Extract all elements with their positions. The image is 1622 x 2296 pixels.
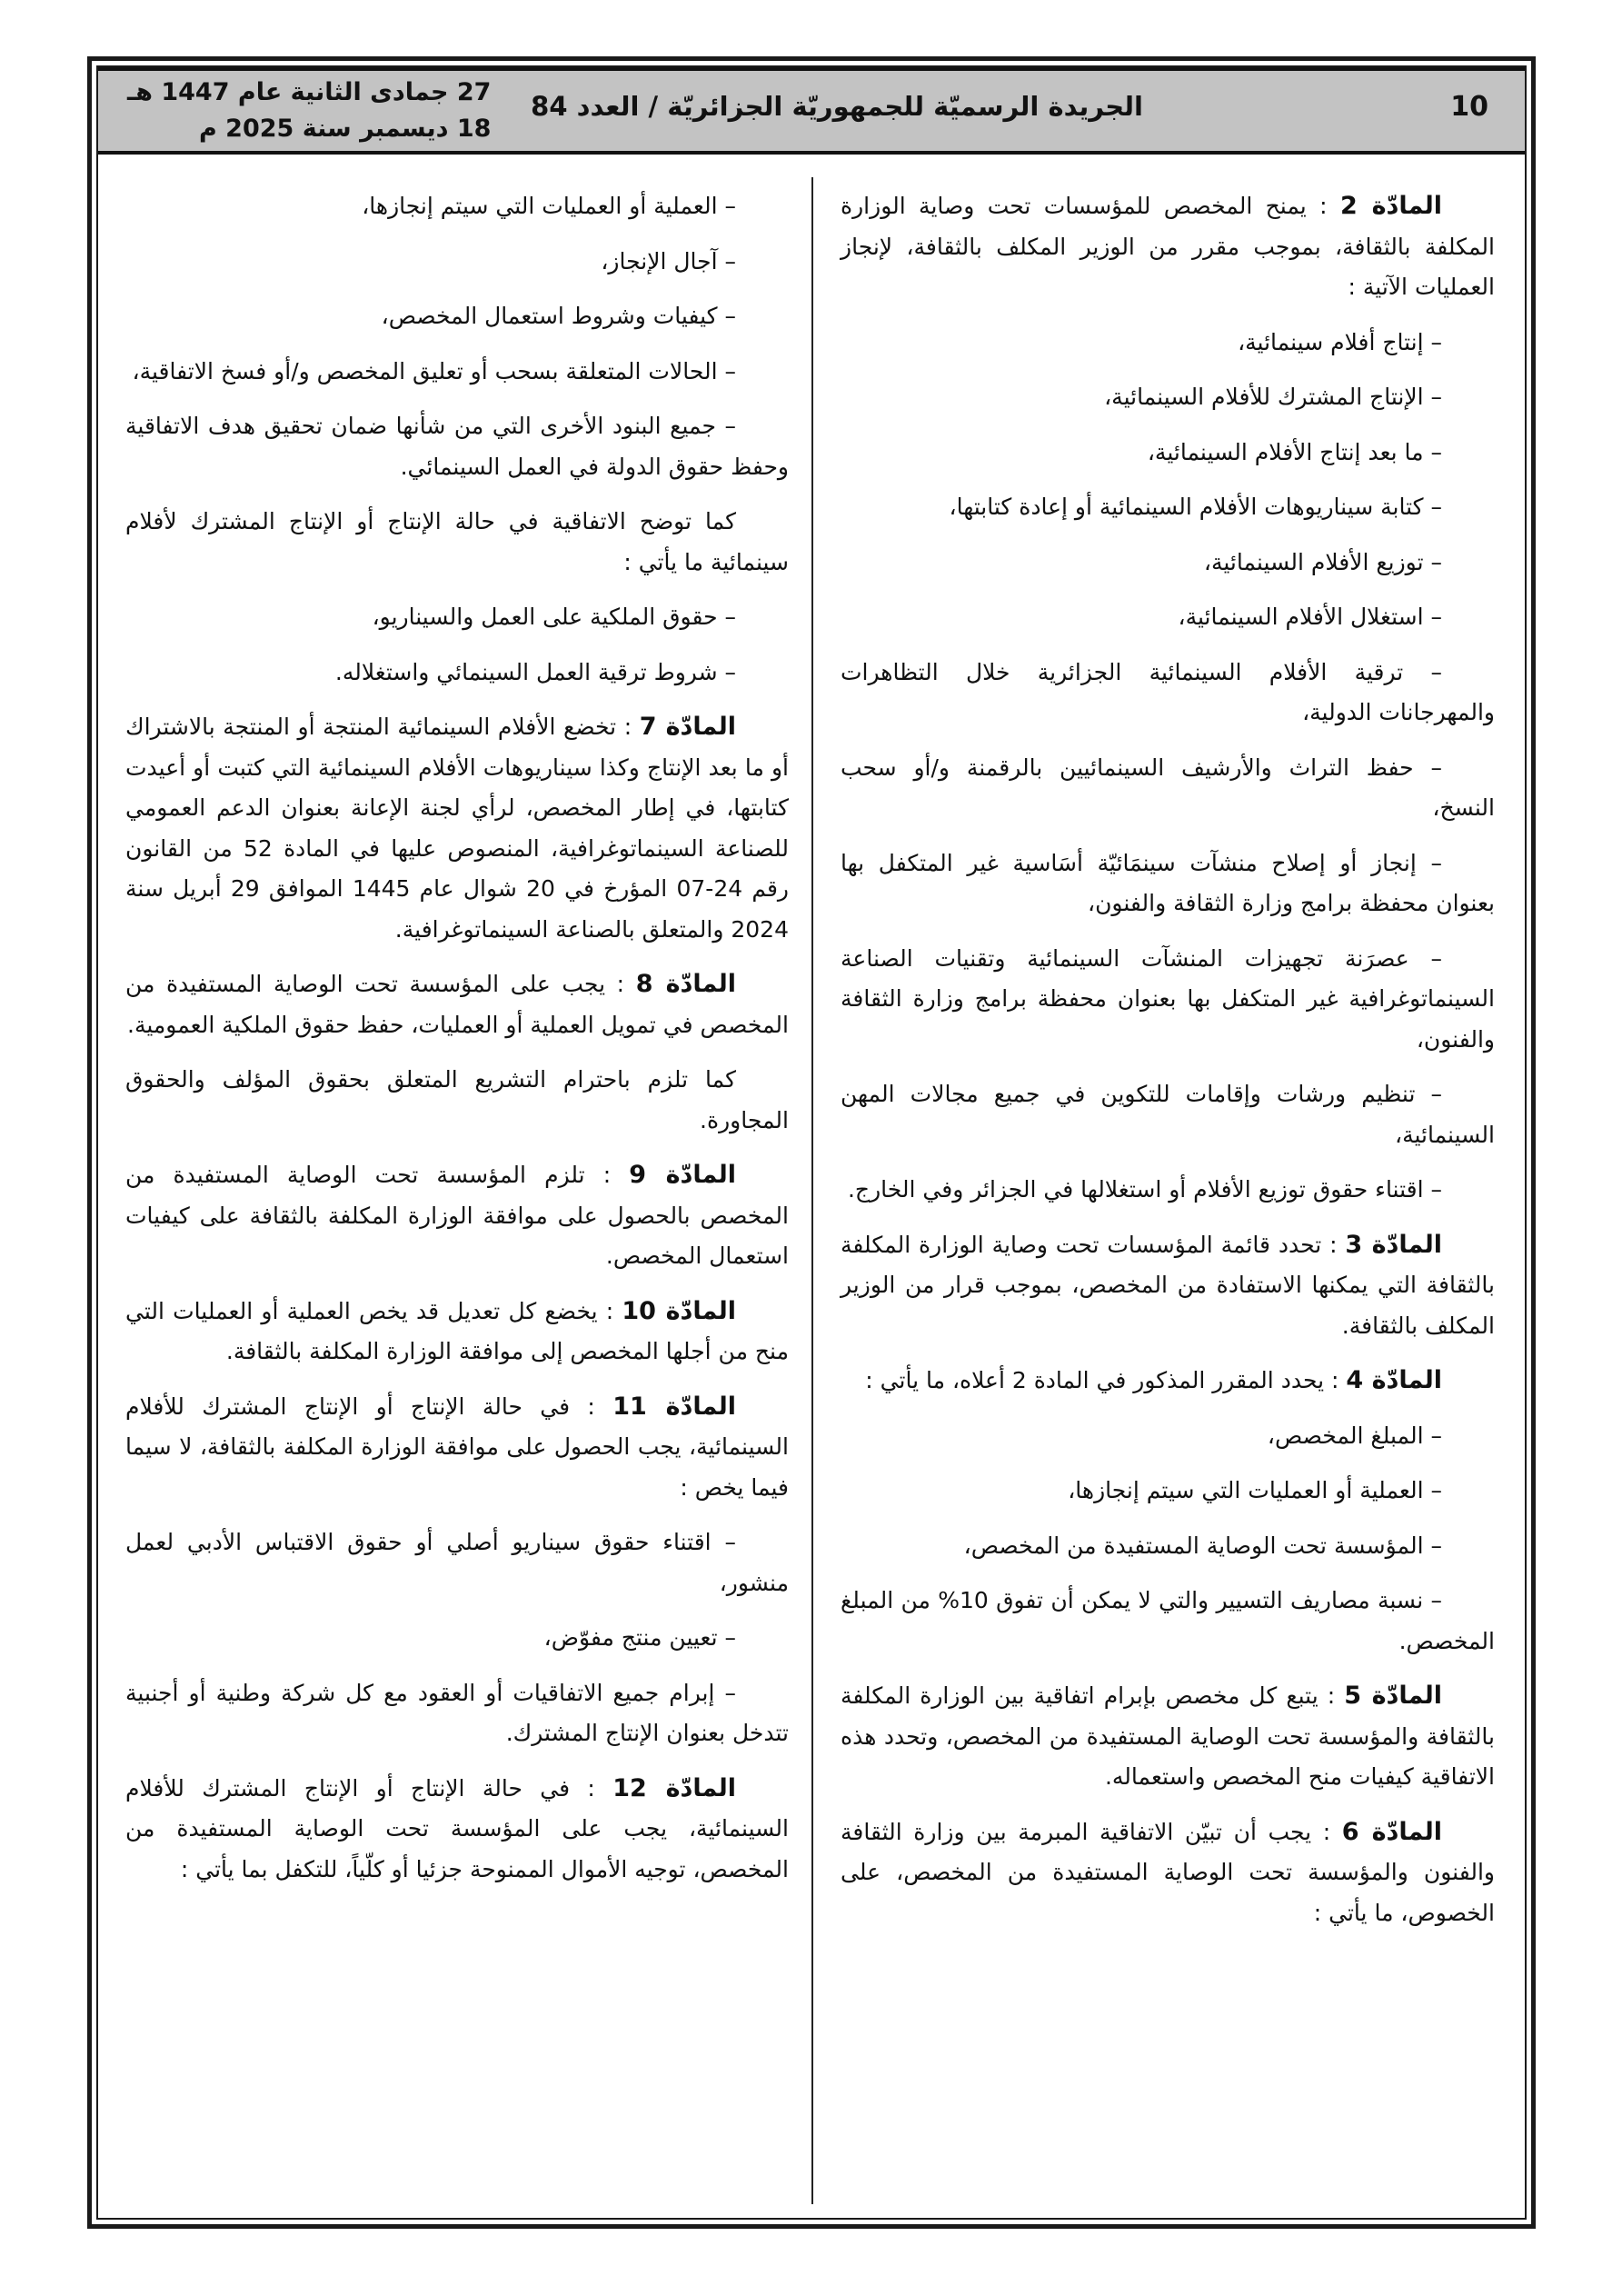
paragraph-text: – الإنتاج المشترك للأفلام السينمائية، [1104,384,1442,410]
paragraph-text: : تخضع الأفلام السينمائية المنتجة أو المنتجة بالاشتراك أو ما بعد الإنتاج وكذا سيناريوهات الأفلام السينمائية التي كتبت أو أعيدت كتابتها، في إطار المخصص، لرأي لجنة الإعانة بعنوان الدعم العمومي للصناعة السينماتوغرافية، المنصوص عليها في المادة 52 من القانون رقم 24-07 المؤرخ في 20 شوال عام 1445 الموافق 29 أبريل سنة 2024 والمتعلق بالصناعة السينماتوغرافية. [125,714,789,943]
article-paragraph [841,186,1495,308]
article-label: المادّة 12 [612,1773,736,1802]
list-item [841,939,1495,1061]
article-label: المادّة 11 [612,1392,736,1421]
right-column [841,186,1495,1948]
list-item [125,653,789,694]
paragraph-text: – العملية أو العمليات التي سيتم إنجازها، [362,193,736,219]
list-item [841,653,1495,734]
journal-title: الجريدة الرسميّة للجمهوريّة الجزائريّة / العدد 84 [531,91,1143,122]
paragraph-text: : يحدد المقرر المذكور في المادة 2 أعلاه، ما يأتي : [865,1367,1347,1393]
paragraph-text: – شروط ترقية العمل السينمائي واستغلاله. [334,658,736,685]
paragraph [125,502,789,583]
list-item [841,1416,1495,1457]
paragraph-text: : يخضع كل تعديل قد يخص العملية أو العمليات التي منح من أجلها المخصص إلى موافقة الوزارة المكلفة بالثقافة. [125,1297,789,1364]
paragraph-text: : تلزم المؤسسة تحت الوصاية المستفيدة من المخصص بالحصول على موافقة الوزارة المكلفة بالثقافة على كيفيات استعمال المخصص. [125,1162,789,1269]
paragraph-text: – ما بعد إنتاج الأفلام السينمائية، [1147,438,1442,465]
paragraph-text: : في حالة الإنتاج أو الإنتاج المشترك للأفلام السينمائية، يجب على المؤسسة تحت الوصاية المستفيدة من المخصص، توجيه الأموال الممنوحة جزئيا أو كلّياً، للتكفل بما يأتي : [125,1774,789,1882]
paragraph-text: – جميع البنود الأخرى التي من شأنها ضمان تحقيق هدف الاتفاقية وحفظ حقوق الدولة في العمل السينمائي. [125,413,789,480]
list-item [125,242,789,283]
article-label: المادّة 9 [629,1161,736,1189]
paragraph-text: – المؤسسة تحت الوصاية المستفيدة من المخصص، [963,1532,1442,1559]
paragraph-text: – نسبة مصاريف التسيير والتي لا يمكن أن تفوق 10% من المبلغ المخصص. [841,1587,1495,1654]
paragraph-text: – كيفيات وشروط استعمال المخصص، [381,303,736,329]
list-item [125,186,789,227]
list-item [125,1522,789,1603]
paragraph-text: – ترقية الأفلام السينمائية الجزائرية خلال التظاهرات والمهرجانات الدولية، [841,658,1495,725]
list-item [841,748,1495,829]
paragraph-text: : يجب أن تبيّن الاتفاقية المبرمة بين وزارة الثقافة والفنون والمؤسسة تحت الوصاية المستفيدة من المخصص، على الخصوص، ما يأتي : [841,1818,1495,1926]
paragraph-text: – اقتناء حقوق توزيع الأفلام أو استغلالها في الجزائر وفي الخارج. [847,1176,1442,1203]
article-paragraph [841,1812,1495,1934]
paragraph-text: : يمنح المخصص للمؤسسات تحت وصاية الوزارة المكلفة بالثقافة، بموجب مقرر من الوزير المكلف بالثقافة، لإنجاز العمليات الآتية : [841,193,1495,300]
article-paragraph [125,707,789,950]
list-item [125,597,789,638]
article-paragraph [125,964,789,1045]
list-item [841,543,1495,584]
list-item [841,323,1495,364]
paragraph-text: – استغلال الأفلام السينمائية، [1178,604,1442,630]
page-number: 10 [1450,91,1488,123]
list-item [125,406,789,487]
list-item [125,1673,789,1754]
list-item [841,1581,1495,1662]
list-item [841,433,1495,474]
paragraph-text: – تنظيم ورشات وإقامات للتكوين في جميع مجالات المهن السينمائية، [841,1081,1495,1148]
paragraph-text: كما توضح الاتفاقية في حالة الإنتاج أو الإنتاج المشترك لأفلام سينمائية ما يأتي : [125,508,789,575]
paragraph-text: – حقوق الملكية على العمل والسيناريو، [372,604,736,630]
article-paragraph [841,1361,1495,1402]
list-item [841,597,1495,638]
paragraph-text: – إنتاج أفلام سينمائية، [1238,328,1442,355]
paragraph-text: – آجال الإنجاز، [601,247,736,275]
article-paragraph [125,1387,789,1509]
paragraph-text: – إنجاز أو إصلاح منشآت سينمَائيّة أسَاسية غير المتكفل بها بعنوان محفظة برامج وزارة الثقافة والفنون، [841,849,1495,916]
article-label: المادّة 7 [639,713,736,741]
article-paragraph [841,1225,1495,1347]
article-label: المادّة 2 [1339,192,1443,220]
article-paragraph [125,1292,789,1373]
list-item [841,1074,1495,1155]
gregorian-date: 18 ديسمبر سنة 2025 م [198,115,492,143]
paragraph-text: – حفظ التراث والأرشيف السينمائيين بالرقمنة و/أو سحب النسخ، [841,754,1495,821]
list-item [841,1471,1495,1512]
article-label: المادّة 4 [1346,1366,1442,1394]
article-paragraph [125,1155,789,1277]
paragraph-text: : في حالة الإنتاج أو الإنتاج المشترك للأفلام السينمائية، يجب الحصول على موافقة الوزارة المكلفة بالثقافة، لا سيما فيما يخص : [125,1393,789,1501]
paragraph-text: : يجب على المؤسسة تحت الوصاية المستفيدة من المخصص في تمويل العملية أو العمليات، حفظ حقوق الملكية العمومية. [125,971,789,1038]
list-item [841,377,1495,418]
article-label: المادّة 5 [1344,1682,1442,1710]
paragraph-text: – العملية أو العمليات التي سيتم إنجازها، [1068,1477,1442,1503]
left-column [125,186,789,1904]
page-header [98,67,1525,155]
hijri-date: 27 جمادى الثانية عام 1447 هـ [127,78,492,106]
paragraph [125,1060,789,1141]
column-divider [811,177,813,2204]
list-item [125,1618,789,1659]
article-label: المادّة 6 [1341,1817,1442,1846]
issue-date [127,75,491,147]
article-paragraph [125,1769,789,1891]
paragraph-text: : تحدد قائمة المؤسسات تحت وصاية الوزارة المكلفة بالثقافة التي يمكنها الاستفادة من المخصص، بموجب قرار من الوزير المكلف بالثقافة. [841,1231,1495,1339]
paragraph-text: كما تلزم باحترام التشريع المتعلق بحقوق المؤلف والحقوق المجاورة. [125,1066,789,1133]
paragraph-text: – توزيع الأفلام السينمائية، [1203,548,1442,575]
article-paragraph [841,1676,1495,1798]
paragraph-text: – تعيين منتج مفوّض، [543,1624,736,1651]
paragraph-text: : يتبع كل مخصص بإبرام اتفاقية بين الوزارة المكلفة بالثقافة والمؤسسة تحت الوصاية المستفيدة من المخصص، وتحدد هذه الاتفاقية كيفيات منح المخصص واستعماله. [841,1682,1495,1790]
paragraph-text: – المبلغ المخصص، [1267,1422,1442,1449]
list-item [125,296,789,337]
paragraph-text: – الحالات المتعلقة بسحب أو تعليق المخصص و/أو فسخ الاتفاقية، [132,357,736,384]
paragraph-text: – كتابة سيناريوهات الأفلام السينمائية أو إعادة كتابتها، [949,494,1442,520]
paragraph-text: – إبرام جميع الاتفاقيات أو العقود مع كل شركة وطنية أو أجنبية تتدخل بعنوان الإنتاج المشترك. [125,1679,789,1746]
paragraph-text: – اقتناء حقوق سيناريو أصلي أو حقوق الاقتباس الأدبي لعمل منشور، [125,1529,789,1596]
article-label: المادّة 10 [622,1296,737,1325]
article-label: المادّة 8 [635,970,737,998]
list-item [125,352,789,393]
article-label: المادّة 3 [1345,1230,1442,1259]
list-item [841,1526,1495,1567]
list-item [841,844,1495,924]
paragraph-text: – عصرَنة تجهيزات المنشآت السينمائية وتقنيات الصناعة السينماتوغرافية غير المتكفل بها بعنوان محفظة برامج وزارة الثقافة والفنون، [841,944,1495,1053]
list-item [841,487,1495,528]
list-item [841,1170,1495,1211]
